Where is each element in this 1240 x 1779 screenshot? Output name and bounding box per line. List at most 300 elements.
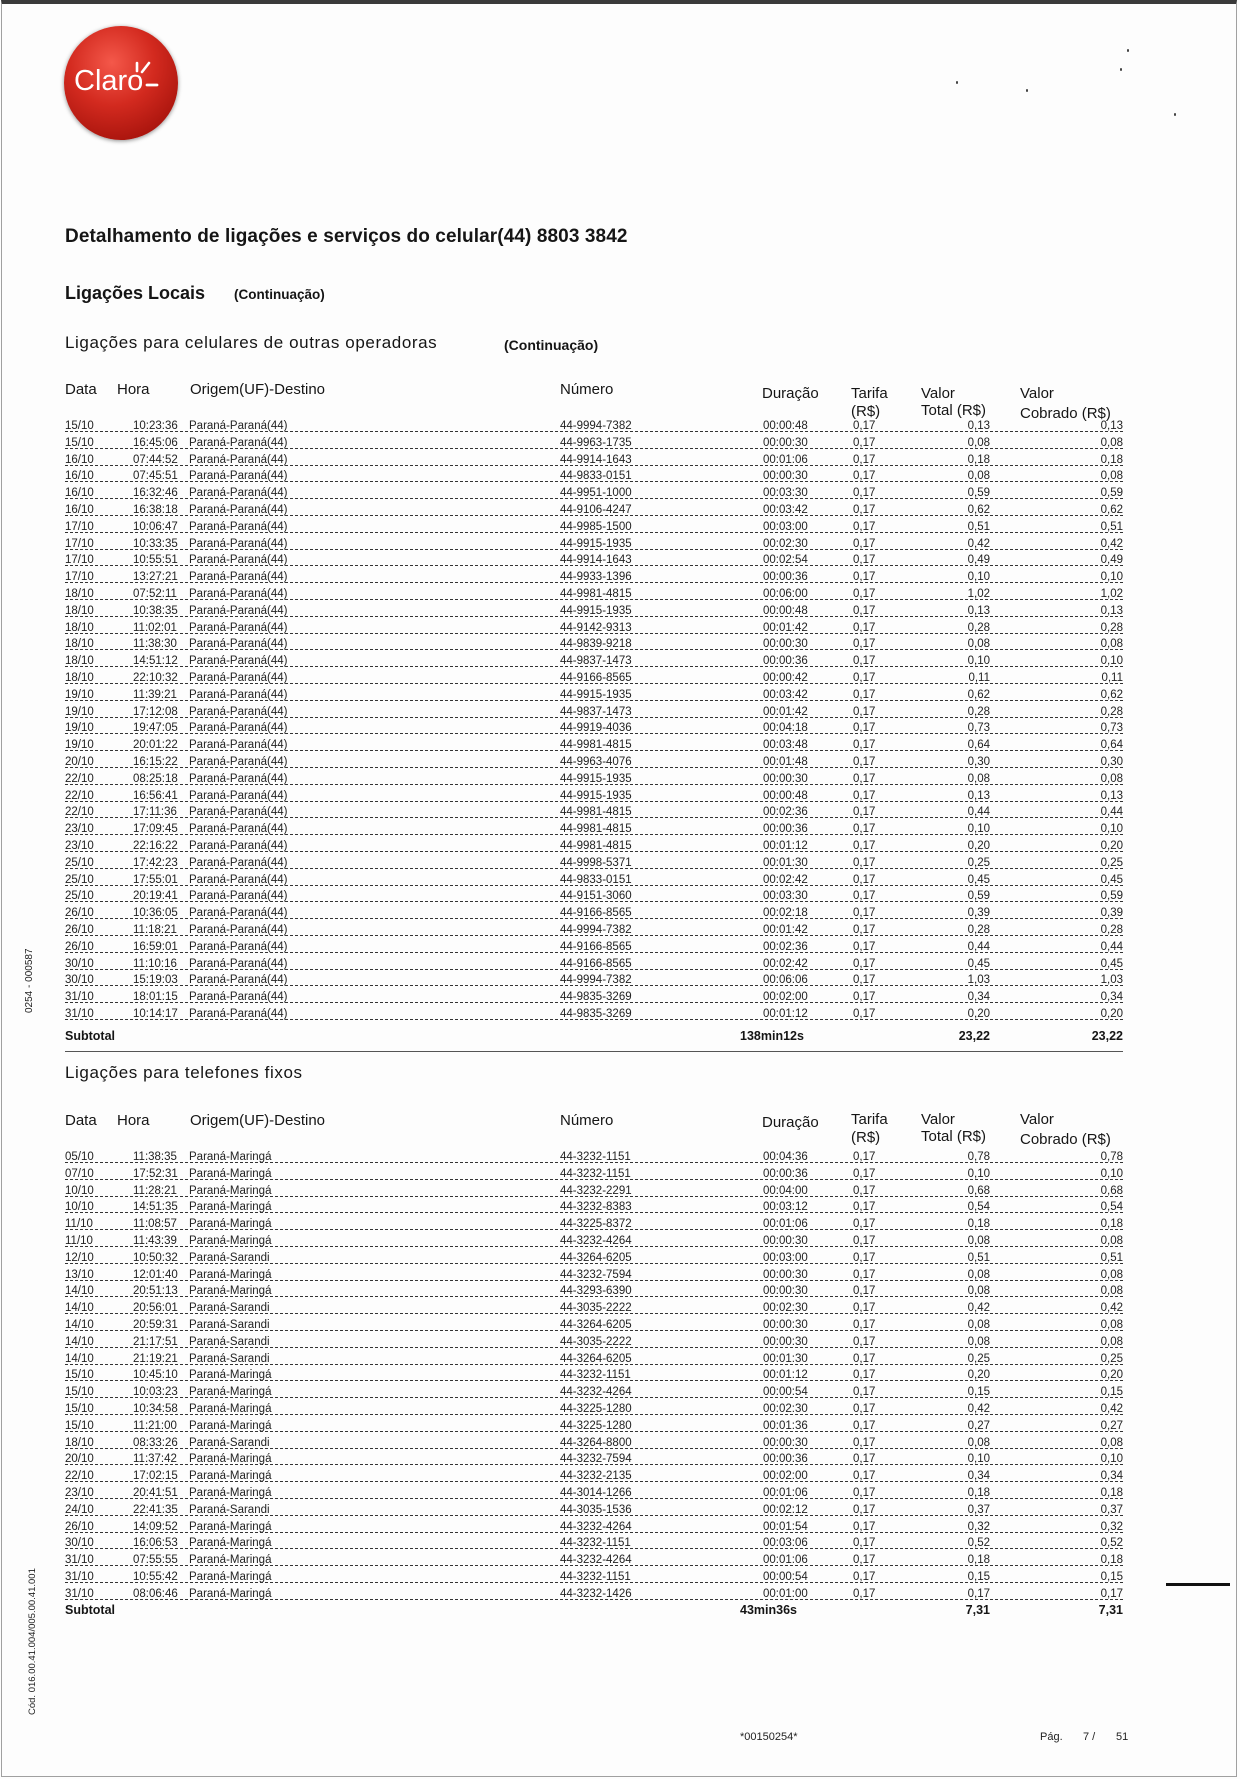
call-total-value: 0,10 [967,1453,990,1466]
call-date: 18/10 [65,588,94,600]
table-row [65,754,1123,771]
call-total-value: 0,51 [967,520,990,533]
call-number: 44-3232-1151 [560,1537,631,1550]
table-row [65,1351,1123,1368]
call-total-value: 0,39 [967,907,990,920]
call-origin-destination: Paraná-Paraná(44) [189,470,288,483]
call-total-value: 0,13 [967,604,990,617]
call-time: 07:55:55 [133,1554,178,1567]
call-total-value: 0,10 [967,655,990,668]
call-total-value: 0,32 [967,1520,990,1533]
call-number: 44-3232-1151 [560,1167,631,1180]
call-duration: 00:03:12 [763,1201,808,1214]
call-rate: 0,17 [853,672,876,684]
call-origin-destination: Paraná-Maringá [189,1235,272,1247]
call-time: 14:51:12 [133,655,178,668]
call-time: 16:06:53 [133,1537,178,1550]
call-origin-destination: Paraná-Maringá [189,1537,272,1550]
call-origin-destination: Paraná-Maringá [189,1571,272,1583]
table-row [65,1519,1123,1536]
call-number: 44-9837-1473 [560,655,632,668]
call-total-value: 0,28 [967,705,990,718]
call-date: 22/10 [65,772,94,785]
table-row [65,1502,1123,1519]
call-duration: 00:00:30 [763,1436,808,1449]
table-row [65,485,1123,502]
call-charged-value: 0,27 [1100,1419,1123,1432]
call-rate: 0,17 [853,1403,876,1415]
call-rate: 0,17 [853,957,876,970]
call-charged-value: 0,42 [1100,537,1123,550]
call-charged-value: 0,17 [1100,1587,1123,1600]
call-rate: 0,17 [853,537,876,550]
call-date: 15/10 [65,1386,94,1399]
call-charged-value: 0,08 [1100,772,1123,785]
column-header-number: Número [560,1112,614,1129]
call-origin-destination: Paraná-Maringá [189,1587,272,1600]
table-row [65,905,1123,922]
call-number: 44-9142-9313 [560,621,632,634]
call-total-value: 0,08 [967,1285,990,1298]
call-rate: 0,17 [853,722,876,735]
call-charged-value: 0,73 [1100,722,1123,735]
call-time: 10:03:23 [133,1386,178,1399]
call-number: 44-3035-2222 [560,1335,632,1348]
call-duration: 00:02:18 [763,907,808,920]
column-header-date: Data [65,381,97,398]
call-charged-value: 0,51 [1100,1251,1123,1264]
call-time: 10:55:51 [133,554,178,567]
call-duration: 00:03:42 [763,688,808,701]
call-origin-destination: Paraná-Paraná(44) [189,655,288,668]
call-number: 44-3232-4264 [560,1235,632,1247]
call-date: 10/10 [65,1201,94,1214]
call-number: 44-3225-8372 [560,1218,632,1231]
call-number: 44-3232-8383 [560,1201,632,1214]
table-row [65,1418,1123,1435]
call-origin-destination: Paraná-Paraná(44) [189,520,288,533]
table-row [65,502,1123,519]
table-row [65,1267,1123,1284]
call-total-value: 0,64 [967,739,990,752]
call-charged-value: 0,20 [1100,840,1123,852]
signal-icon [64,26,178,140]
call-rate: 0,17 [853,1251,876,1264]
call-date: 14/10 [65,1285,94,1298]
call-time: 20:59:31 [133,1319,178,1331]
call-duration: 00:03:42 [763,504,808,516]
call-duration: 00:00:42 [763,672,808,684]
table-row [65,872,1123,889]
call-date: 31/10 [65,1571,94,1583]
table-row [65,1485,1123,1502]
call-date: 15/10 [65,1419,94,1432]
call-total-value: 0,42 [967,1403,990,1415]
call-duration: 00:00:30 [763,1235,808,1247]
call-number: 44-3232-7594 [560,1453,632,1466]
call-total-value: 0,78 [967,1151,990,1163]
table-row [65,435,1123,452]
claro-logo [64,26,178,140]
call-number: 44-3232-2135 [560,1470,632,1483]
call-charged-value: 0,37 [1100,1503,1123,1516]
table-row [65,838,1123,855]
column-header-number: Número [560,381,614,398]
call-total-value: 0,34 [967,1470,990,1483]
call-origin-destination: Paraná-Paraná(44) [189,571,288,584]
table-row [65,1199,1123,1216]
call-number: 44-3225-1280 [560,1403,632,1415]
call-date: 19/10 [65,722,94,735]
call-time: 14:09:52 [133,1520,178,1533]
call-date: 23/10 [65,840,94,852]
call-charged-value: 0,10 [1100,823,1123,836]
table-row [65,620,1123,637]
table-row [65,636,1123,653]
call-date: 30/10 [65,957,94,970]
call-number: 44-3232-1151 [560,1369,631,1382]
call-origin-destination: Paraná-Paraná(44) [189,487,288,500]
call-total-value: 0,20 [967,1008,990,1020]
call-duration: 00:01:06 [763,1487,808,1499]
call-duration: 00:00:30 [763,470,808,483]
call-charged-value: 0,25 [1100,856,1123,869]
scan-speck [1174,113,1176,116]
call-rate: 0,17 [853,1167,876,1180]
call-date: 22/10 [65,806,94,819]
call-total-value: 0,42 [967,537,990,550]
call-number: 44-9981-4815 [560,588,632,600]
call-origin-destination: Paraná-Maringá [189,1151,272,1163]
call-number: 44-3035-1536 [560,1503,632,1516]
margin-mark [1166,1583,1230,1586]
call-total-value: 0,25 [967,856,990,869]
call-rate: 0,17 [853,1554,876,1567]
call-time: 16:38:18 [133,504,178,516]
call-charged-value: 0,42 [1100,1403,1123,1415]
call-rate: 0,17 [853,739,876,752]
table-row [65,1300,1123,1317]
call-time: 10:06:47 [133,520,178,533]
call-charged-value: 0,62 [1100,688,1123,701]
call-date: 17/10 [65,571,94,584]
call-rate: 0,17 [853,571,876,584]
call-number: 44-3014-1266 [560,1487,632,1499]
call-origin-destination: Paraná-Paraná(44) [189,638,288,651]
table-row [65,1552,1123,1569]
call-duration: 00:00:30 [763,1319,808,1331]
table-row [65,569,1123,586]
call-rate: 0,17 [853,1352,876,1365]
call-origin-destination: Paraná-Paraná(44) [189,588,288,600]
column-header-rate-unit: (R$) [851,403,881,420]
call-charged-value: 0,08 [1100,1436,1123,1449]
call-rate: 0,17 [853,638,876,651]
call-charged-value: 0,28 [1100,924,1123,936]
column-header-charged: Valor [1020,385,1054,402]
call-date: 15/10 [65,436,94,449]
call-rate: 0,17 [853,1235,876,1247]
column-header-rate-unit: (R$) [851,1129,881,1146]
call-date: 14/10 [65,1302,94,1315]
call-time: 11:39:21 [133,688,177,701]
call-date: 11/10 [65,1235,93,1247]
landline-calls-title: Ligações para telefones fixos [65,1063,303,1082]
call-date: 26/10 [65,924,94,936]
call-time: 20:01:22 [133,739,178,752]
call-rate: 0,17 [853,991,876,1004]
call-number: 44-3232-1426 [560,1587,632,1600]
section-title: Ligações Locais [65,283,206,303]
call-number: 44-9915-1935 [560,604,632,617]
logo-text: Claro [74,65,144,97]
call-total-value: 0,34 [967,991,990,1004]
subtotal-charged-value: 7,31 [1098,1603,1123,1617]
call-time: 07:45:51 [133,470,178,483]
call-number: 44-3232-1151 [560,1571,631,1583]
call-charged-value: 0,49 [1100,554,1123,567]
call-rate: 0,17 [853,470,876,483]
call-duration: 00:01:12 [763,840,808,852]
call-origin-destination: Paraná-Maringá [189,1369,272,1382]
table-row [65,653,1123,670]
call-date: 20/10 [65,1453,94,1466]
table-row [65,519,1123,536]
call-charged-value: 0,15 [1100,1571,1123,1583]
call-charged-value: 0,08 [1100,1335,1123,1348]
call-total-value: 0,59 [967,890,990,903]
table-row [65,855,1123,872]
call-origin-destination: Paraná-Paraná(44) [189,722,288,735]
column-header-charged: Valor [1020,1111,1054,1128]
call-origin-destination: Paraná-Sarandi [189,1335,270,1348]
call-origin-destination: Paraná-Maringá [189,1554,272,1567]
table-row [65,1451,1123,1468]
table-row [65,452,1123,469]
call-number: 44-3225-1280 [560,1419,632,1432]
call-total-value: 0,20 [967,1369,990,1382]
call-time: 11:18:21 [133,924,177,936]
call-total-value: 1,03 [967,974,990,987]
call-origin-destination: Paraná-Paraná(44) [189,772,288,785]
call-charged-value: 0,78 [1100,1151,1123,1163]
call-origin-destination: Paraná-Maringá [189,1419,272,1432]
call-duration: 00:01:36 [763,1419,808,1432]
call-duration: 00:03:06 [763,1537,808,1550]
call-time: 08:25:18 [133,772,178,785]
column-header-duration: Duração [762,1114,819,1131]
call-time: 11:08:57 [133,1218,177,1231]
call-duration: 00:03:00 [763,1251,808,1264]
call-time: 16:56:41 [133,789,178,802]
call-total-value: 0,62 [967,504,990,516]
subtotal-label: Subtotal [65,1029,115,1043]
call-origin-destination: Paraná-Maringá [189,1487,272,1499]
call-origin-destination: Paraná-Paraná(44) [189,1008,288,1020]
call-origin-destination: Paraná-Paraná(44) [189,924,288,936]
call-duration: 00:04:18 [763,722,808,735]
call-rate: 0,17 [853,554,876,567]
call-date: 05/10 [65,1151,94,1163]
call-number: 44-3232-1151 [560,1151,631,1163]
subtotal-total-value: 7,31 [965,1603,990,1617]
call-date: 25/10 [65,890,94,903]
call-origin-destination: Paraná-Maringá [189,1201,272,1214]
call-total-value: 1,02 [967,588,990,600]
call-time: 11:37:42 [133,1453,177,1466]
call-time: 16:45:06 [133,436,178,449]
call-duration: 00:01:12 [763,1008,808,1020]
call-time: 17:52:31 [133,1167,178,1180]
call-number: 44-9981-4815 [560,739,632,752]
table-row [65,1468,1123,1485]
call-duration: 00:02:12 [763,1503,808,1516]
column-header-rate: Tarifa [851,1111,888,1128]
call-date: 26/10 [65,907,94,920]
call-origin-destination: Paraná-Paraná(44) [189,554,288,567]
call-time: 16:32:46 [133,487,178,500]
call-time: 22:41:35 [133,1503,178,1516]
call-date: 16/10 [65,470,94,483]
table-row [65,737,1123,754]
call-origin-destination: Paraná-Paraná(44) [189,840,288,852]
call-number: 44-9166-8565 [560,940,632,953]
call-duration: 00:02:00 [763,1470,808,1483]
call-number: 44-3264-6205 [560,1319,632,1331]
call-charged-value: 0,08 [1100,1235,1123,1247]
call-time: 18:01:15 [133,991,178,1004]
call-origin-destination: Paraná-Maringá [189,1184,272,1197]
call-charged-value: 0,13 [1100,420,1123,432]
call-rate: 0,17 [853,453,876,466]
column-header-duration: Duração [762,385,819,402]
call-duration: 00:00:48 [763,420,808,432]
scan-speck [1120,68,1122,71]
call-rate: 0,17 [853,1436,876,1449]
call-duration: 00:01:42 [763,621,808,634]
call-date: 30/10 [65,1537,94,1550]
call-charged-value: 0,44 [1100,806,1123,819]
call-rate: 0,17 [853,1520,876,1533]
call-date: 07/10 [65,1167,94,1180]
call-charged-value: 0,45 [1100,873,1123,886]
call-origin-destination: Paraná-Maringá [189,1470,272,1483]
page-total: 51 [1116,1731,1129,1743]
call-charged-value: 0,18 [1100,1554,1123,1567]
call-time: 17:55:01 [133,873,178,886]
call-charged-value: 0,42 [1100,1302,1123,1315]
call-duration: 00:01:48 [763,756,808,768]
call-number: 44-3264-6205 [560,1251,632,1264]
call-date: 19/10 [65,739,94,752]
table-row [65,804,1123,821]
call-number: 44-3232-2291 [560,1184,632,1197]
call-time: 10:23:36 [133,420,178,432]
landline-calls-subtotal [65,1602,1123,1618]
call-time: 13:27:21 [133,571,178,584]
subtotal-charged-value: 23,22 [1091,1029,1123,1043]
call-duration: 00:03:30 [763,487,808,500]
call-rate: 0,17 [853,789,876,802]
call-duration: 00:00:30 [763,1285,808,1298]
call-rate: 0,17 [853,1487,876,1499]
call-duration: 00:01:30 [763,856,808,869]
table-row [65,536,1123,553]
call-charged-value: 0,18 [1100,1487,1123,1499]
call-rate: 0,17 [853,655,876,668]
call-time: 22:16:22 [133,840,178,852]
call-origin-destination: Paraná-Paraná(44) [189,621,288,634]
call-duration: 00:03:30 [763,890,808,903]
call-origin-destination: Paraná-Paraná(44) [189,739,288,752]
call-number: 44-9835-3269 [560,1008,632,1020]
call-total-value: 0,08 [967,1235,990,1247]
call-date: 17/10 [65,554,94,567]
call-origin-destination: Paraná-Paraná(44) [189,789,288,802]
table-row [65,704,1123,721]
call-origin-destination: Paraná-Maringá [189,1386,272,1399]
call-rate: 0,17 [853,1503,876,1516]
page-title: Detalhamento de ligações e serviços do celular(44) 8803 3842 [65,226,628,247]
call-time: 07:52:11 [133,588,177,600]
call-charged-value: 0,10 [1100,571,1123,584]
call-date: 18/10 [65,672,94,684]
call-date: 26/10 [65,1520,94,1533]
call-charged-value: 0,08 [1100,436,1123,449]
call-number: 44-9166-8565 [560,672,632,684]
call-charged-value: 1,03 [1100,974,1123,987]
call-duration: 00:03:00 [763,520,808,533]
call-charged-value: 0,28 [1100,705,1123,718]
call-total-value: 0,17 [967,1587,990,1600]
call-origin-destination: Paraná-Paraná(44) [189,890,288,903]
call-time: 14:51:35 [133,1201,178,1214]
call-charged-value: 0,20 [1100,1008,1123,1020]
call-total-value: 0,10 [967,1167,990,1180]
call-number: 44-9915-1935 [560,537,632,550]
call-total-value: 0,15 [967,1571,990,1583]
scan-speck [956,81,958,84]
call-duration: 00:02:00 [763,991,808,1004]
call-number: 44-9981-4815 [560,823,632,836]
call-total-value: 0,44 [967,940,990,953]
call-charged-value: 0,10 [1100,1167,1123,1180]
call-number: 44-9919-4036 [560,722,632,735]
call-duration: 00:00:30 [763,1335,808,1348]
call-time: 11:38:35 [133,1151,177,1163]
call-charged-value: 0,28 [1100,621,1123,634]
call-rate: 0,17 [853,1218,876,1231]
call-number: 44-9833-0151 [560,470,632,483]
call-number: 44-9963-1735 [560,436,632,449]
call-charged-value: 0,25 [1100,1352,1123,1365]
call-total-value: 0,08 [967,1268,990,1281]
call-duration: 00:00:54 [763,1571,808,1583]
call-date: 15/10 [65,1369,94,1382]
table-row [65,1216,1123,1233]
call-number: 44-9933-1396 [560,571,632,584]
call-total-value: 0,52 [967,1537,990,1550]
call-duration: 00:01:54 [763,1520,808,1533]
call-date: 15/10 [65,1403,94,1415]
call-number: 44-9994-7382 [560,974,632,987]
call-charged-value: 0,15 [1100,1386,1123,1399]
table-row [65,1233,1123,1250]
call-date: 17/10 [65,520,94,533]
call-charged-value: 0,10 [1100,1453,1123,1466]
call-number: 44-9963-4076 [560,756,632,768]
call-origin-destination: Paraná-Paraná(44) [189,940,288,953]
